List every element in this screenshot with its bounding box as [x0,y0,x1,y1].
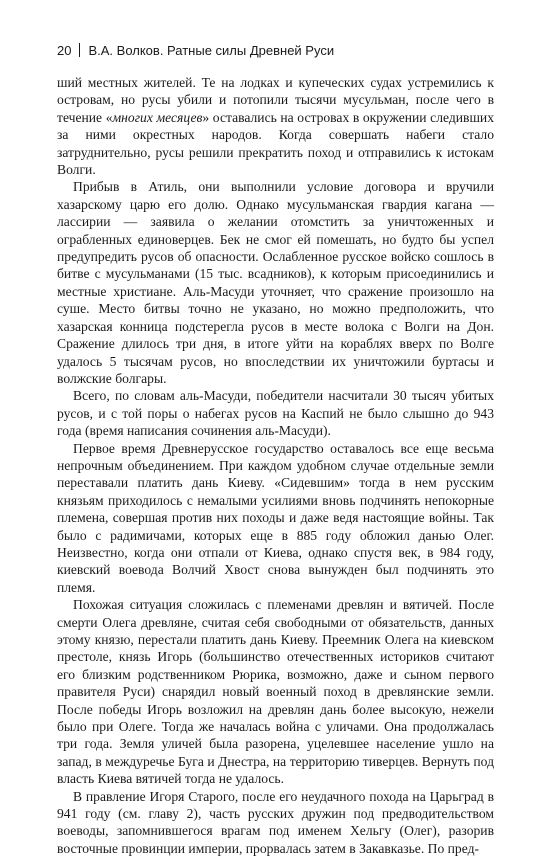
paragraph-6-text: В правление Игоря Старого, после его неудачного похода на Царьград в 941 году (см. главу 2), часть русских дружин под предводительством воеводы, запомнившегося врагам под именем Хельгу (Олег), разорив восточные провинции империи, прорвалась затем в Закавказье. По пред- [57,788,494,856]
paragraph-6 [57,788,494,857]
paragraph-2-text: Прибыв в Атиль, они выполнили условие договора и вручили хазарскому царю его долю. Однако мусульманская гвардия кагана — лассирии — заявила о желании отомстить за уничтоженных и ограбленных единоверцев. Бек не смог ей помешать, но будто бы успел предупредить русов об опасности. Ослабленное русское войско сошлось в битве с мусульманами (15 тыс. всадников), к которым присоединились и местные христиане. Аль-Масуди уточняет, что сражение произошло на суше. Место битвы точно не указано, но можно предположить, что хазарская конница подстерегла русов в месте волока с Волги на Дон. Сражение длилось три дня, в итоге уйти на кораблях вверх по Волге удалось 5 тысячам русов, но впоследствии их уничтожили буртасы и волжские болгары. [57,179,494,386]
paragraph-4 [57,440,494,597]
running-title: В.А. Волков. Ратные силы Древней Руси [88,43,335,58]
body-text [57,74,494,857]
paragraph-1-italic: многих месяцев [112,109,203,125]
paragraph-3-text: Всего, по словам аль-Масуди, победители насчитали 30 тысяч убитых русов, и с той поры о набегах русов на Каспий не было слышно до 943 года (время написания сочинения аль-Масуди). [57,388,494,439]
paragraph-5 [57,596,494,787]
paragraph-1-text: ший местных жителей. Те на лодках и купеческих судах устремились к островам, но русы убили и потопили тысячи мусульман, после чего в течение « [57,75,494,125]
header-divider [79,43,80,57]
page-number: 20 [57,43,72,58]
paragraph-1 [57,74,494,178]
paragraph-2 [57,178,494,387]
running-header [57,43,334,58]
paragraph-1-text-end: » оставались на островах в окружении следивших за ними окрестных народов. Когда совершать набеги стало затруднительно, русы решили прекратить поход и отправились к истокам Волги. [57,109,494,178]
paragraph-3 [57,387,494,439]
paragraph-4-text: Первое время Древнерусское государство оставалось все еще весьма непрочным объединением. При каждом удобном случае отдельные земли переставали платить дань Киеву. «Сидевшим» тогда в нем русским князьям приходилось с немалыми усилиями вновь подчинять непокорные племена, совершая против них походы и даже ведя настоящие войны. Так было с радимичами, которых еще в 885 году обложил данью Олег. Неизвестно, когда они отпали от Киева, однако спустя век, в 984 году, киевский воевода Волчий Хвост снова вынужден был подчинять это племя. [57,440,494,595]
paragraph-5-text: Похожая ситуация сложилась с племенами древлян и вятичей. После смерти Олега древляне, считая себя свободными от обязательств, данных этому князю, перестали платить дань Киеву. Преемник Олега на киевском престоле, князь Игорь (большинство отечественных историков считают его близким родственником Рюрика, возможно, даже и сыном первого правителя Руси) снарядил новый военный поход в древлянские земли. После победы Игорь возложил на древлян дань более высокую, нежели было при Олеге. Тогда же началась война с уличами. Она продолжалась три года. Земля уличей была разорена, уцелевшее население ушло на запад, в междуречье Буга и Днестра, на территорию тиверцев. Вернуть под власть Киева вятичей тогда не удалось. [57,597,494,787]
